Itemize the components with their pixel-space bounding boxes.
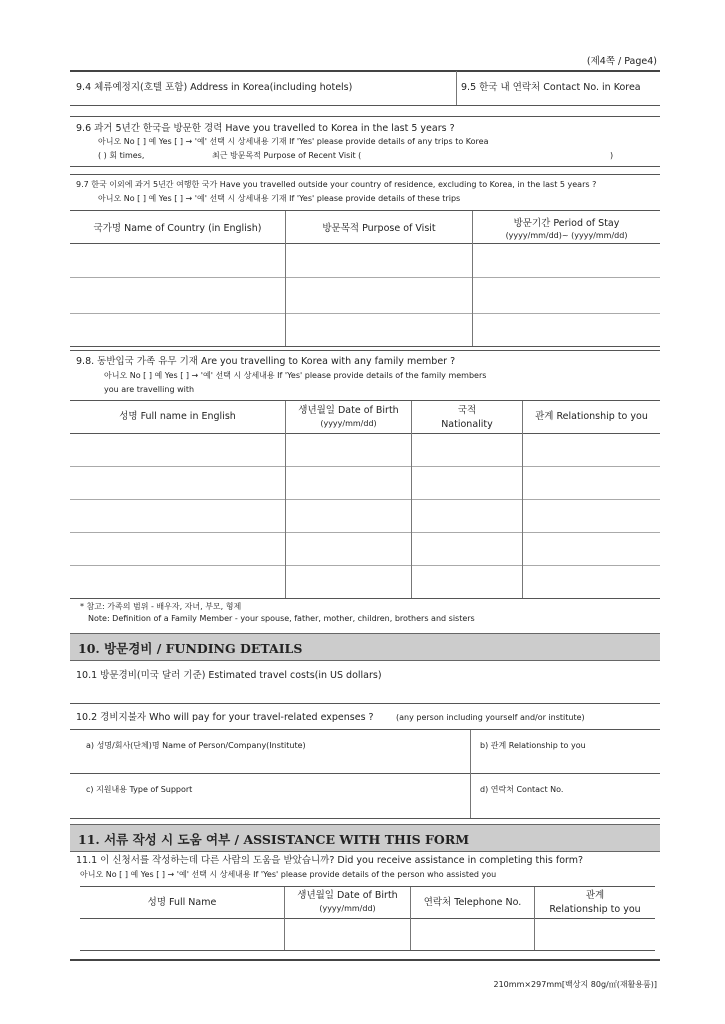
q10-2-note: (any person including yourself and/or institute): [396, 713, 585, 722]
q9-divider: [456, 71, 457, 105]
q11-table-bottom: [80, 950, 655, 951]
q10-2-col-rule: [470, 730, 471, 818]
q9-6-purpose: 최근 방문목적 Purpose of Recent Visit (: [212, 151, 362, 160]
q9-6-bottom-rule: [70, 166, 660, 167]
q9-7-col-rule: [285, 211, 286, 346]
section-11-title: 11. 서류 작성 시 도움 여부 / ASSISTANCE WITH THIS FORM: [78, 832, 470, 847]
q10-2-b-label: b) 관계 Relationship to you: [480, 741, 586, 750]
q11-col-rule: [534, 887, 535, 950]
q9-7-row-rule: [70, 277, 660, 278]
q9-8-table-top: [70, 400, 660, 401]
q9-8-table-bottom: [70, 598, 660, 599]
q10-1-label: 10.1 방문경비(미국 달러 기준) Estimated travel costs(in US dollars): [76, 670, 382, 681]
q9-7-header-rule: [70, 243, 660, 244]
q9-8-row-rule: [70, 565, 660, 566]
q9-7-table-top: [70, 210, 660, 211]
q9-8-top-rule: [70, 350, 660, 351]
family-note-en: Note: Definition of a Family Member - your spouse, father, mother, children, brothers and sisters: [88, 614, 475, 623]
q9-8-row-rule: [70, 499, 660, 500]
q11-header-telephone: 연락처 Telephone No.: [423, 897, 522, 908]
q9-8-row-rule: [70, 532, 660, 533]
q9-6-times: ( ) 회 times,: [98, 151, 145, 160]
q11-col-rule: [284, 887, 285, 950]
page-label: (제4쪽 / Page4): [586, 56, 657, 67]
q11-header-dob-format: (yyyy/mm/dd): [319, 904, 376, 913]
q11-header-relationship: Relationship to you: [549, 904, 641, 915]
q9-8-question: 9.8. 동반입국 가족 유무 기재 Are you travelling to Korea with any family member ?: [76, 356, 456, 367]
q9-4-rule: [70, 105, 660, 106]
q9-7-top-rule: [70, 174, 660, 175]
q9-8-header-nationality-ko: 국적: [457, 405, 477, 416]
q11-header-relationship-ko: 관계: [585, 890, 605, 901]
q9-8-options: 아니오 No [ ] 예 Yes [ ] → '예' 선택 시 상세내용 If 'Yes' please provide details of the family members: [104, 371, 487, 380]
q9-8-col-rule: [411, 401, 412, 598]
q10-2-table-bottom: [70, 818, 660, 819]
q10-2-a-label: a) 성명/회사(단체)명 Name of Person/Company(Institute): [86, 741, 306, 750]
q11-1-options: 아니오 No [ ] 예 Yes [ ] → '예' 선택 시 상세내용 If 'Yes' please provide details of the person who assisted you: [80, 870, 497, 879]
q9-7-question: 9.7 한국 이외에 과거 5년간 여행한 국가 Have you travelled outside your country of residence, excluding to Korea, in the last 5 years ?: [76, 180, 597, 189]
q11-header-name: 성명 Full Name: [147, 897, 217, 908]
q9-8-row-rule: [70, 466, 660, 467]
q9-6-top-rule: [70, 116, 660, 117]
q9-8-header-nationality: Nationality: [441, 419, 493, 430]
q9-8-col-rule: [285, 401, 286, 598]
q10-2-d-label: d) 연락처 Contact No.: [480, 785, 564, 794]
q9-7-options: 아니오 No [ ] 예 Yes [ ] → '예' 선택 시 상세내용 기재 If 'Yes' please provide details of these trips: [98, 194, 461, 203]
q10-2-c-label: c) 지원내용 Type of Support: [86, 785, 193, 794]
q9-8-header-dob-format: (yyyy/mm/dd): [320, 419, 377, 428]
q9-7-header-purpose: 방문목적 Purpose of Visit: [322, 223, 436, 234]
q9-7-table-bottom: [70, 346, 660, 347]
bottom-rule: [70, 959, 660, 961]
q10-2-table-top: [70, 729, 660, 730]
q9-7-row-rule: [70, 313, 660, 314]
section-10-header: [70, 633, 660, 661]
q9-5-label: 9.5 한국 내 연락처 Contact No. in Korea: [461, 82, 641, 93]
q11-header-rule: [80, 918, 655, 919]
q11-header-dob: 생년월일 Date of Birth: [297, 890, 398, 901]
q9-8-options-cont: you are travelling with: [104, 385, 195, 394]
q11-table-top: [80, 886, 655, 887]
q11-col-rule: [410, 887, 411, 950]
paper-spec: 210mm×297mm[백상지 80g/㎡(재활용품)]: [493, 980, 657, 989]
q9-7-header-period: 방문기간 Period of Stay: [513, 218, 620, 229]
q9-8-col-rule: [522, 401, 523, 598]
q9-7-header-period-format: (yyyy/mm/dd)~ (yyyy/mm/dd): [505, 231, 628, 240]
q9-8-header-name: 성명 Full name in English: [119, 411, 236, 422]
section-10-title: 10. 방문경비 / FUNDING DETAILS: [78, 641, 303, 656]
q10-2-label: 10.2 경비지불자 Who will pay for your travel-related expenses ?: [76, 712, 374, 723]
family-note-ko: * 참고: 가족의 범위 - 배우자, 자녀, 부모, 형제: [80, 602, 242, 611]
section-11-header: [70, 824, 660, 852]
q9-6-question: 9.6 과거 5년간 한국을 방문한 경력 Have you travelled to Korea in the last 5 years ?: [76, 123, 455, 134]
q11-1-question: 11.1 이 신청서를 작성하는데 다른 사람의 도움을 받았습니까? Did you receive assistance in completing this form?: [76, 855, 584, 866]
q10-2-row-rule: [70, 773, 660, 774]
q9-8-header-rule: [70, 433, 660, 434]
q9-4-label: 9.4 체류예정지(호텔 포함) Address in Korea(including hotels): [76, 82, 353, 93]
q9-6-purpose-close: ): [610, 151, 614, 160]
q10-1-rule: [70, 703, 660, 704]
q9-7-header-country: 국가명 Name of Country (in English): [93, 223, 262, 234]
q9-8-header-relationship: 관계 Relationship to you: [535, 411, 648, 422]
q9-8-header-dob: 생년월일 Date of Birth: [298, 405, 399, 416]
q9-7-col-rule: [472, 211, 473, 346]
q9-6-options: 아니오 No [ ] 예 Yes [ ] → '예' 선택 시 상세내용 기재 If 'Yes' please provide details of any trips to Korea: [98, 137, 489, 146]
top-rule: [70, 70, 660, 72]
